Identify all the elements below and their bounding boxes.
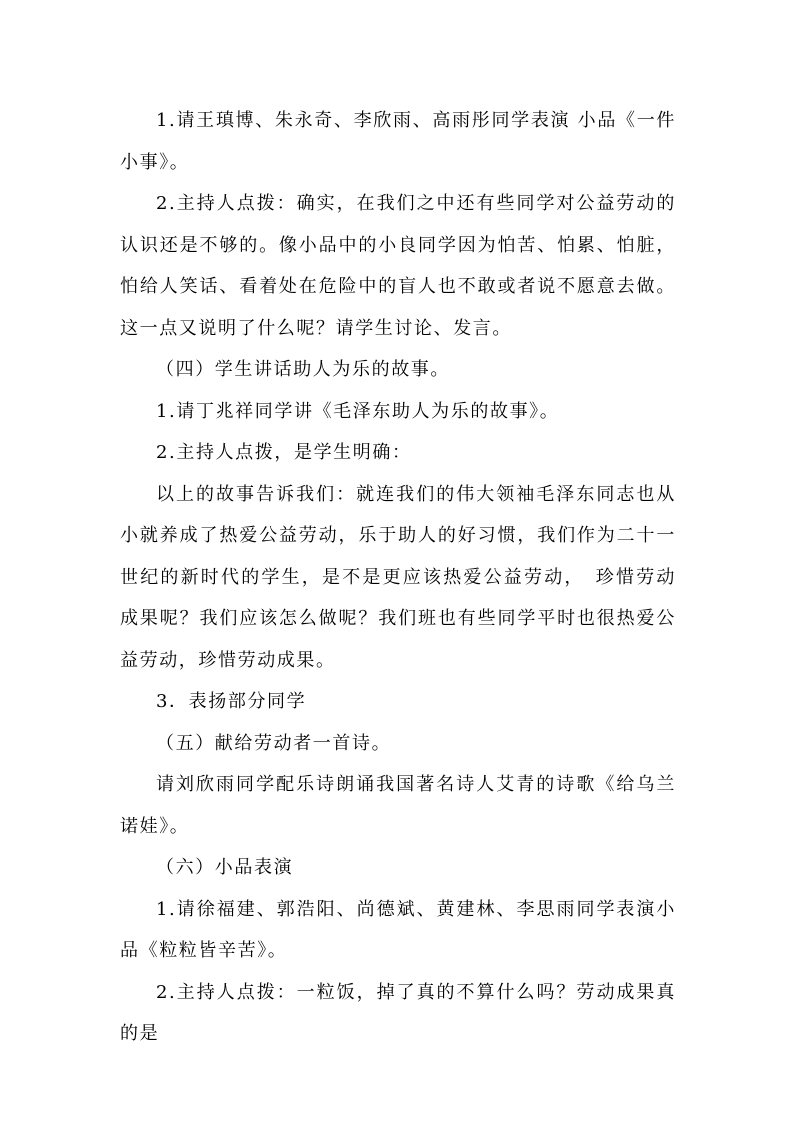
section-heading-six: （六）小品表演 — [156, 857, 294, 878]
paragraph-host-comment-one: 2.主持人点拨：确实，在我们之中还有些同学对公益劳动的认识还是不够的。像小品中的小良同学因为怕苦、怕累、怕脏，怕给人笑话、看着处在危险中的盲人也不敢或者说不愿意去做。这一点又说明了什么呢？请学生讨论、发言。 — [120, 193, 676, 339]
paragraph-poem-recital: 请刘欣雨同学配乐诗朗诵我国著名诗人艾青的诗歌《给乌兰诺娃》。 — [120, 774, 676, 837]
paragraph-host-comment-three: 2.主持人点拨：一粒饭，掉了真的不算什么吗？劳动成果真的是 — [120, 981, 676, 1044]
paragraph-skit-two-performers: 1.请徐福建、郭浩阳、尚德斌、黄建林、李思雨同学表演小品《粒粒皆辛苦》。 — [120, 898, 676, 961]
paragraph-story-lesson: 以上的故事告诉我们：就连我们的伟大领袖毛泽东同志也从小就养成了热爱公益劳动，乐于助人的好习惯，我们作为二十一世纪的新时代的学生，是不是更应该热爱公益劳动， 珍惜劳动成果呢？我们应该怎么做呢？我们班也有些同学平时也很热爱公益劳动，珍惜劳动成果。 — [120, 483, 676, 671]
document-page — [120, 100, 676, 1055]
section-heading-four: （四）学生讲话助人为乐的故事。 — [156, 359, 450, 380]
paragraph-praise-students: 3．表扬部分同学 — [156, 691, 307, 712]
paragraph-story-teller: 1.请丁兆祥同学讲《毛泽东助人为乐的故事》。 — [156, 400, 560, 422]
paragraph-host-comment-two: 2.主持人点拨，是学生明确： — [156, 442, 412, 463]
paragraph-skit-one-performers: 1.请王瑱博、朱永奇、李欣雨、高雨彤同学表演 小品《一件小事》。 — [120, 110, 676, 173]
section-heading-five: （五）献给劳动者一首诗。 — [156, 732, 392, 754]
